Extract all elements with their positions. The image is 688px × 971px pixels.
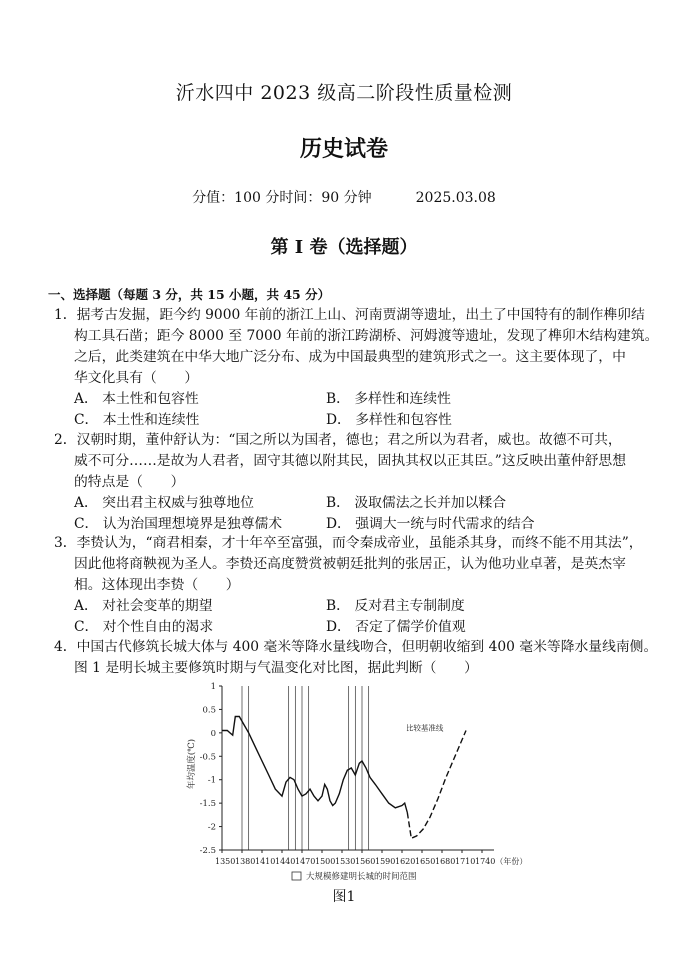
volume-title: 第 I 卷（选择题） — [270, 237, 418, 258]
options — [54, 596, 664, 638]
option-d: D． 否定了儒学价值观 — [326, 619, 466, 635]
y-tick-label: 0.5 — [202, 705, 216, 716]
x-tick-label: 1350 — [215, 857, 236, 866]
section-heading: 一、选择题（每题 3 分，共 15 小题，共 45 分） — [48, 287, 331, 302]
x-tick-label: 1590 — [375, 857, 396, 866]
question-line: 之后，此类建筑在中华大地广泛分布、成为中国最典型的建筑形式之一。这主要体现了，中 — [74, 349, 626, 365]
x-tick-label: 1470 — [295, 857, 316, 866]
baseline-annotation: 比较基准线 — [405, 723, 444, 733]
option-b: B． 多样性和连续性 — [326, 391, 451, 407]
temperature-line-solid — [222, 717, 407, 813]
question-line: 图 1 是明长城主要修筑时期与气温变化对比图，据此判断（ ） — [74, 660, 478, 676]
question-4 — [54, 637, 664, 679]
question-line: 华文化具有（ ） — [74, 370, 199, 386]
x-tick-label: 1440 — [275, 857, 296, 866]
question-line: 的特点是（ ） — [74, 474, 185, 490]
y-tick-label: -1 — [207, 775, 216, 786]
option-c: C． 对个性自由的渴求 — [74, 619, 214, 635]
y-tick-label: 0 — [210, 728, 216, 739]
x-tick-label: 1560 — [355, 857, 376, 866]
score-time: 分值：100 分时间：90 分钟 — [192, 190, 372, 206]
y-axis-label: 年均温度(℃) — [187, 738, 197, 790]
y-tick-label: -2.5 — [199, 846, 216, 856]
question-line: 因此他将商鞅视为圣人。李贽还高度赞赏被朝廷批判的张居正，认为他功业卓著，是英杰宰 — [74, 556, 626, 572]
question-1 — [54, 305, 664, 431]
option-d: D． 强调大一统与时代需求的结合 — [326, 516, 535, 532]
x-tick-label: 1710 — [455, 857, 476, 866]
question-line: 构工具石凿；距今 8000 至 7000 年前的浙江跨湖桥、河姆渡等遗址，发现了榫卯木结构建筑。 — [74, 328, 659, 344]
subject-title: 历史试卷 — [299, 136, 388, 162]
exam-meta — [0, 187, 688, 207]
option-b: B． 汲取儒法之长并加以糅合 — [326, 495, 507, 511]
x-tick-label: 1380 — [235, 857, 256, 866]
exam-date: 2025.03.08 — [415, 190, 496, 206]
legend-swatch — [292, 872, 301, 880]
option-c: C． 认为治国理想境界是独尊儒术 — [74, 516, 283, 532]
y-tick-label: -2 — [207, 822, 216, 833]
x-tick-label: 1740（年份） — [475, 857, 528, 866]
question-line: 3．李贽认为，“商君相秦，才十年卒至富强，而令秦成帝业，虽能杀其身，而终不能不用其法”， — [54, 535, 643, 551]
option-a: A． 突出君主权威与独尊地位 — [74, 495, 254, 511]
option-a: A． 对社会变革的期望 — [74, 598, 213, 614]
y-tick-label: 1 — [210, 682, 216, 692]
question-2 — [54, 430, 664, 535]
options — [54, 389, 664, 431]
option-d: D． 多样性和包容性 — [326, 412, 452, 428]
temperature-line-dashed — [407, 731, 466, 839]
x-tick-label: 1530 — [335, 857, 356, 866]
option-c: C． 本土性和连续性 — [74, 412, 200, 428]
temperature-chart — [180, 678, 540, 890]
figure-caption: 图1 — [332, 889, 356, 905]
y-tick-label: -1.5 — [199, 799, 216, 810]
option-a: A． 本土性和包容性 — [74, 391, 199, 407]
x-tick-label: 1410 — [255, 857, 276, 866]
options — [54, 493, 664, 535]
question-3 — [54, 533, 664, 638]
y-tick-label: -0.5 — [199, 752, 216, 763]
x-tick-label: 1680 — [435, 857, 456, 866]
school-title: 沂水四中 2023 级高二阶段性质量检测 — [175, 82, 513, 104]
x-tick-label: 1650 — [415, 857, 436, 866]
x-tick-label: 1620 — [395, 857, 416, 866]
question-line: 2．汉朝时期，董仲舒认为：“国之所以为国者，德也；君之所以为君者，威也。故德不可共， — [54, 432, 622, 448]
legend-label: 大规模修建明长城的时间范围 — [306, 872, 417, 882]
question-line: 4．中国古代修筑长城大体与 400 毫米等降水量线吻合，但明朝收缩到 400 毫米等降水量线南侧。 — [54, 639, 658, 655]
question-line: 1．据考古发掘，距今约 9000 年前的浙江上山、河南贾湖等遗址，出土了中国特有的制作榫卯结 — [54, 307, 645, 323]
question-line: 相。这体现出李贽（ ） — [74, 577, 240, 593]
option-b: B． 反对君主专制制度 — [326, 598, 465, 614]
question-line: 威不可分……是故为人君者，固守其德以附其民，固执其权以正其臣。”这反映出董仲舒思想 — [74, 453, 627, 469]
x-tick-label: 1500 — [315, 857, 336, 866]
